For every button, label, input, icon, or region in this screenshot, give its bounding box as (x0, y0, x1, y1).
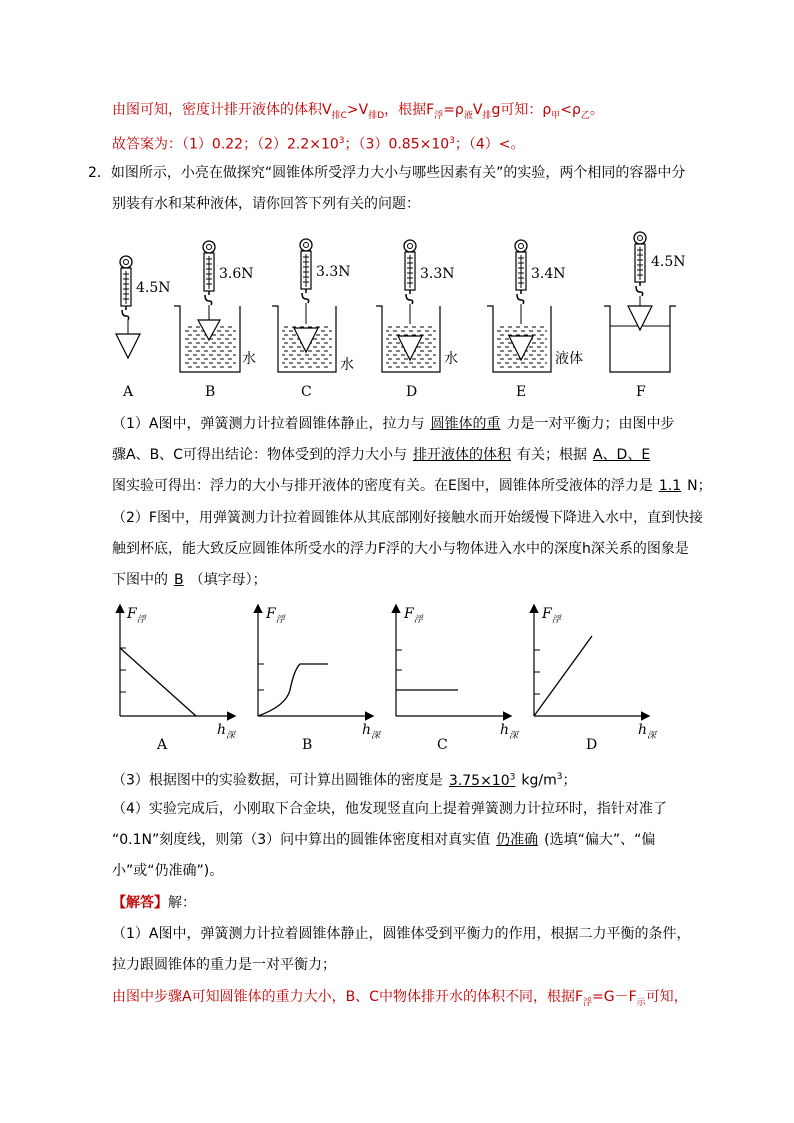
text: （4）实验完成后，小刚取下合金块，他发现竖直向上提着弹簧测力计拉环时，指针对准了 (112, 801, 667, 817)
apparatus-label-b: B (205, 384, 216, 400)
answer-blank-5: B (174, 572, 184, 588)
text: “0.1N”刻度线，则第（3）问中算出的圆锥体密度相对真实值 (112, 832, 491, 848)
text: 力是一对平衡力；由图中步 (506, 416, 675, 432)
q4-line-1 (112, 799, 667, 819)
text: 【解答】 (112, 895, 168, 911)
text: 。 (589, 102, 604, 118)
text: （3）根据图中的实验数据，可计算出圆锥体的密度是 (112, 772, 443, 789)
subscript: 浮 (136, 614, 146, 625)
text: ； (562, 772, 577, 789)
answer-blank-2: 排开液体的体积 (412, 447, 511, 463)
text: ；（4）<。 (454, 136, 525, 153)
graph-b-ylabel (266, 606, 285, 625)
subscript: 排 (482, 110, 492, 121)
subscript: 深 (226, 730, 236, 741)
text: 如图所示，小亮在做探究“圆锥体所受浮力大小与哪些因素有关”的实验，两个相同的容器中分 (110, 165, 686, 181)
text: （填字母）； (189, 572, 267, 588)
reading-e: 3.4N (531, 266, 566, 282)
text: 由图可知，密度计排开液体的体积V (112, 102, 332, 118)
apparatus-label-c: C (301, 384, 312, 400)
graph-label-a: A (157, 737, 168, 753)
text: 3.75×10 (448, 772, 510, 789)
reading-f: 4.5N (651, 254, 686, 270)
text: =ρ (443, 102, 464, 118)
text: 可知， (645, 989, 688, 1005)
liquid-label-c: 水 (340, 357, 354, 373)
liquid-label-d: 水 (444, 351, 458, 367)
text: <ρ (560, 102, 581, 118)
text: 拉力跟圆锥体的重力是一对平衡力； (112, 957, 336, 973)
text: 下图中的 (112, 572, 168, 588)
subscript: 浮 (551, 614, 561, 625)
text: 有关；根据 (516, 447, 587, 463)
text: 图实验可得出：浮力的大小与排开液体的密度有关。在E图中，圆锥体所受液体的浮力是 (112, 478, 653, 494)
superscript: 3 (556, 772, 563, 782)
graph-label-d: D (586, 737, 598, 753)
graph-a-ylabel (127, 606, 146, 625)
text: F (266, 606, 276, 622)
reading-d: 3.3N (420, 266, 455, 282)
text: h (638, 722, 648, 738)
unit: kg/m (521, 772, 557, 789)
text: h (500, 722, 510, 738)
subscript: 甲 (551, 110, 561, 121)
text: >V (346, 102, 369, 118)
subscript: 乙 (580, 110, 590, 121)
reading-a: 4.5N (136, 280, 171, 296)
text: F (542, 606, 552, 622)
solution-heading (112, 893, 196, 913)
subscript: 浮 (583, 997, 593, 1008)
text: =G－F (592, 989, 637, 1005)
text: （1）A图中，弹簧测力计拉着圆锥体静止，圆锥体受到平衡力的作用，根据二力平衡的条件， (112, 926, 691, 942)
text: (选填“偏大”、“偏 (544, 832, 656, 848)
q4-line-3 (112, 861, 223, 881)
subscript: 浮 (275, 614, 285, 625)
apparatus-label-a: A (123, 384, 134, 400)
solution-line-3 (112, 987, 688, 1013)
text: 解： (168, 895, 196, 911)
superscript: 3 (338, 136, 345, 146)
reading-b: 3.6N (219, 266, 254, 282)
text: N； (687, 478, 712, 494)
subscript: 排C (331, 110, 347, 121)
answer-blank-4: 1.1 (658, 478, 682, 494)
graph-d-xlabel (638, 722, 656, 741)
answer-blank-1: 圆锥体的重 (430, 416, 501, 432)
subscript: 深 (371, 730, 381, 741)
answer-blank-6 (443, 773, 521, 789)
subscript: 示 (636, 997, 646, 1008)
subscript: 排D (368, 110, 385, 121)
text: g可知：ρ (491, 102, 552, 118)
answer-blank-3: A、D、E (592, 447, 651, 463)
answer-blank-7: 仍准确 (496, 832, 539, 848)
subscript: 液 (463, 110, 473, 121)
superscript: 3 (509, 772, 516, 782)
text: （2）F图中，用弹簧测力计拉着圆锥体从其底部刚好接触水而开始缓慢下降进入水中，直到快接 (112, 510, 703, 526)
question-number: 2． (88, 165, 111, 181)
text: 由图中步骤A可知圆锥体的重力大小，B、C中物体排开水的体积不同，根据F (112, 989, 584, 1005)
apparatus-label-d: D (406, 384, 418, 400)
text: （1）A图中，弹簧测力计拉着圆锥体静止，拉力与 (112, 416, 425, 432)
subscript: 浮 (413, 614, 423, 625)
liquid-label-e: 液体 (555, 351, 583, 367)
subscript: 深 (647, 730, 657, 741)
solution-line-1 (112, 924, 690, 944)
text: h (362, 722, 372, 738)
subscript: 浮 (434, 110, 444, 121)
subscript: 深 (509, 730, 519, 741)
graph-b-xlabel (362, 722, 380, 741)
solution-line-2 (112, 955, 336, 975)
text: F (127, 606, 137, 622)
text: 骤A、B、C可得出结论：物体受到的浮力大小与 (112, 447, 407, 463)
graph-label-c: C (437, 737, 448, 753)
graph-a-xlabel (217, 722, 235, 741)
text: ，根据F (384, 102, 435, 118)
text: h (217, 722, 227, 738)
text: 小”或“仍准确”)。 (112, 863, 224, 879)
q3-line (112, 767, 576, 791)
apparatus-label-e: E (516, 384, 527, 400)
text: F (404, 606, 414, 622)
text: 别装有水和某种液体，请你回答下列有关的问题： (112, 196, 420, 212)
graph-c-xlabel (500, 722, 518, 741)
q4-line-2 (112, 830, 655, 850)
text: 故答案为：（1）0.22；（2）2.2×10 (112, 136, 339, 153)
graph-label-b: B (302, 737, 313, 753)
reading-c: 3.3N (316, 264, 351, 280)
text: 触到杯底，能大致反应圆锥体所受水的浮力F浮的大小与物体进入水中的深度h深关系的图象是 (112, 541, 689, 557)
graph-c-ylabel (404, 606, 423, 625)
text: V (472, 102, 483, 118)
text: ；（3）0.85×10 (344, 136, 450, 153)
liquid-label-b: 水 (242, 351, 256, 367)
graph-d-ylabel (542, 606, 561, 625)
superscript: 3 (449, 136, 455, 146)
apparatus-label-f: F (636, 384, 646, 400)
